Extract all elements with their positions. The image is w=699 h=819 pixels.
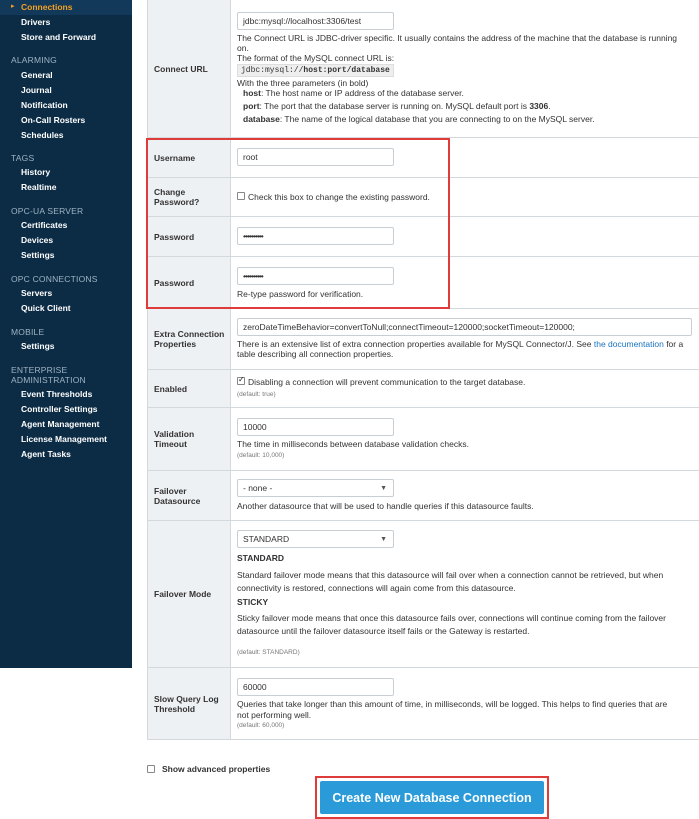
row-username (147, 138, 699, 178)
slow-query-default: (default: 60,000) (237, 722, 285, 729)
sidebar-item-connections[interactable]: Connections (21, 2, 73, 12)
sidebar-item-certificates[interactable]: Certificates (21, 220, 68, 230)
sidebar-group-alarming: ALARMING (11, 55, 57, 65)
row-extra-properties (147, 309, 699, 370)
sticky-mode-title: STICKY (237, 597, 269, 607)
documentation-link[interactable]: the documentation (593, 339, 664, 349)
extra-properties-input[interactable]: zeroDateTimeBehavior=convertToNull;connectTimeout=120000;socketTimeout=120000; (237, 318, 692, 336)
row-validation-timeout (147, 408, 699, 471)
row-failover-datasource (147, 471, 699, 521)
connect-url-desc-cont: on. (237, 43, 249, 53)
connect-url-format-desc: The format of the MySQL connect URL is: (237, 53, 395, 63)
connect-url-desc: The Connect URL is JDBC-driver specific. It usually contains the address of the machine that the database is running (237, 33, 678, 43)
chevron-down-icon: ▼ (380, 485, 387, 492)
row-password-confirm (147, 257, 699, 309)
connect-url-host-desc: host: The host name or IP address of the database server. (243, 88, 464, 98)
sidebar-item-settings-mobile[interactable]: Settings (21, 341, 55, 351)
sidebar-item-history[interactable]: History (21, 167, 51, 177)
standard-mode-desc: Standard failover mode means that this datasource will fail over when a connection cannot be retrieved, but when (237, 570, 664, 580)
sidebar-nav (0, 0, 132, 668)
slow-query-desc-cont: not performing well. (237, 710, 312, 720)
show-advanced-checkbox[interactable] (147, 765, 155, 773)
failover-datasource-select[interactable]: - none - ▼ (237, 479, 394, 497)
sidebar-item-agent-tasks[interactable]: Agent Tasks (21, 449, 71, 459)
connect-url-params-desc: With the three parameters (in bold) (237, 78, 369, 88)
failover-datasource-label: Failover Datasource (154, 485, 201, 506)
connect-url-input[interactable]: jdbc:mysql://localhost:3306/test (237, 12, 394, 30)
extra-properties-label: Extra Connection Properties (154, 329, 225, 349)
extra-properties-desc-cont: table describing all connection properties. (237, 349, 394, 359)
sidebar-item-schedules[interactable]: Schedules (21, 130, 64, 140)
active-arrow-icon: ▸ (11, 3, 15, 10)
sticky-mode-desc: Sticky failover mode means that once this datasource fails over, connections will continue coming from the failover (237, 613, 666, 623)
failover-datasource-desc: Another datasource that will be used to handle queries if this datasource faults. (237, 501, 534, 511)
sidebar-item-journal[interactable]: Journal (21, 85, 52, 95)
chevron-down-icon: ▼ (380, 536, 387, 543)
validation-timeout-input[interactable]: 10000 (237, 418, 394, 436)
change-password-label: Change Password? (154, 187, 200, 207)
slow-query-desc: Queries that take longer than this amount of time, in milliseconds, will be logged. This helps to find queries that are (237, 699, 668, 709)
password-confirm-label: Password (154, 277, 195, 288)
show-advanced-label: Show advanced properties (162, 764, 271, 774)
sidebar-group-opc-connections: OPC CONNECTIONS (11, 274, 98, 284)
row-enabled (147, 370, 699, 408)
row-change-password (147, 178, 699, 217)
change-password-checkbox[interactable] (237, 192, 245, 200)
sidebar-group-mobile: MOBILE (11, 327, 45, 337)
failover-mode-label: Failover Mode (154, 589, 212, 599)
sidebar-item-general[interactable]: General (21, 70, 53, 80)
username-label: Username (154, 152, 196, 163)
sidebar-group-enterprise-line1: ENTERPRISE (11, 365, 68, 375)
create-button-highlight (315, 776, 549, 819)
sidebar-item-agent-management[interactable]: Agent Management (21, 419, 100, 429)
create-connection-button[interactable]: Create New Database Connection (320, 781, 544, 814)
change-password-desc: Check this box to change the existing password. (248, 192, 430, 202)
password-confirm-input[interactable]: •••••••••• (237, 267, 394, 285)
enabled-checkbox[interactable] (237, 377, 245, 385)
extra-properties-desc: There is an extensive list of extra connection properties available for MySQL Connector/J. See the documentation for a (237, 339, 684, 349)
sidebar-item-settings-opcua[interactable]: Settings (21, 250, 55, 260)
sidebar-group-tags: TAGS (11, 153, 35, 163)
slow-query-input[interactable]: 60000 (237, 678, 394, 696)
database-connection-form (147, 0, 699, 740)
slow-query-label: Slow Query Log Threshold (154, 693, 219, 714)
sidebar-item-servers[interactable]: Servers (21, 288, 53, 298)
row-slow-query (147, 668, 699, 740)
sidebar-item-quick-client[interactable]: Quick Client (21, 303, 71, 313)
sidebar-item-notification[interactable]: Notification (21, 100, 68, 110)
sidebar-item-realtime[interactable]: Realtime (21, 182, 57, 192)
sidebar-group-enterprise-line2: ADMINISTRATION (11, 375, 86, 385)
failover-mode-select[interactable]: STANDARD ▼ (237, 530, 394, 548)
sticky-mode-desc-cont: datasource until the failover datasource itself fails or the Gateway is restarted. (237, 626, 530, 636)
row-password (147, 217, 699, 257)
connect-url-database-desc: database: The name of the logical database that you are connecting to on the MySQL server. (243, 114, 595, 124)
connect-url-format-code: jdbc:mysql://host:port/database (237, 64, 394, 77)
username-input[interactable]: root (237, 148, 394, 166)
sidebar-item-on-call-rosters[interactable]: On-Call Rosters (21, 115, 86, 125)
enabled-label: Enabled (154, 383, 188, 394)
validation-timeout-default: (default: 10,000) (237, 452, 285, 459)
enabled-default: (default: true) (237, 391, 276, 398)
connect-url-port-desc: port: The port that the database server is running on. MySQL default port is 3306. (243, 101, 551, 111)
standard-mode-title: STANDARD (237, 553, 285, 563)
validation-timeout-desc: The time in milliseconds between database validation checks. (237, 439, 469, 449)
password-label: Password (154, 231, 195, 242)
sidebar-item-devices[interactable]: Devices (21, 235, 54, 245)
standard-mode-desc-cont: connectivity is restored, connections will again come from this datasource. (237, 583, 516, 593)
password-confirm-desc: Re-type password for verification. (237, 289, 364, 299)
sidebar-item-license-management[interactable]: License Management (21, 434, 107, 444)
validation-timeout-label: Validation Timeout (154, 429, 195, 449)
sidebar-item-drivers[interactable]: Drivers (21, 17, 51, 27)
failover-mode-default: (default: STANDARD) (237, 649, 300, 656)
connect-url-label: Connect URL (154, 63, 208, 74)
sidebar-group-opc-ua-server: OPC-UA SERVER (11, 206, 84, 216)
sidebar-item-store-and-forward[interactable]: Store and Forward (21, 32, 97, 42)
sidebar-item-controller-settings[interactable]: Controller Settings (21, 404, 98, 414)
row-connect-url (147, 0, 699, 138)
sidebar-item-event-thresholds[interactable]: Event Thresholds (21, 389, 93, 399)
row-failover-mode (147, 521, 699, 668)
enabled-desc: Disabling a connection will prevent communication to the target database. (248, 377, 526, 387)
password-input[interactable]: •••••••••• (237, 227, 394, 245)
